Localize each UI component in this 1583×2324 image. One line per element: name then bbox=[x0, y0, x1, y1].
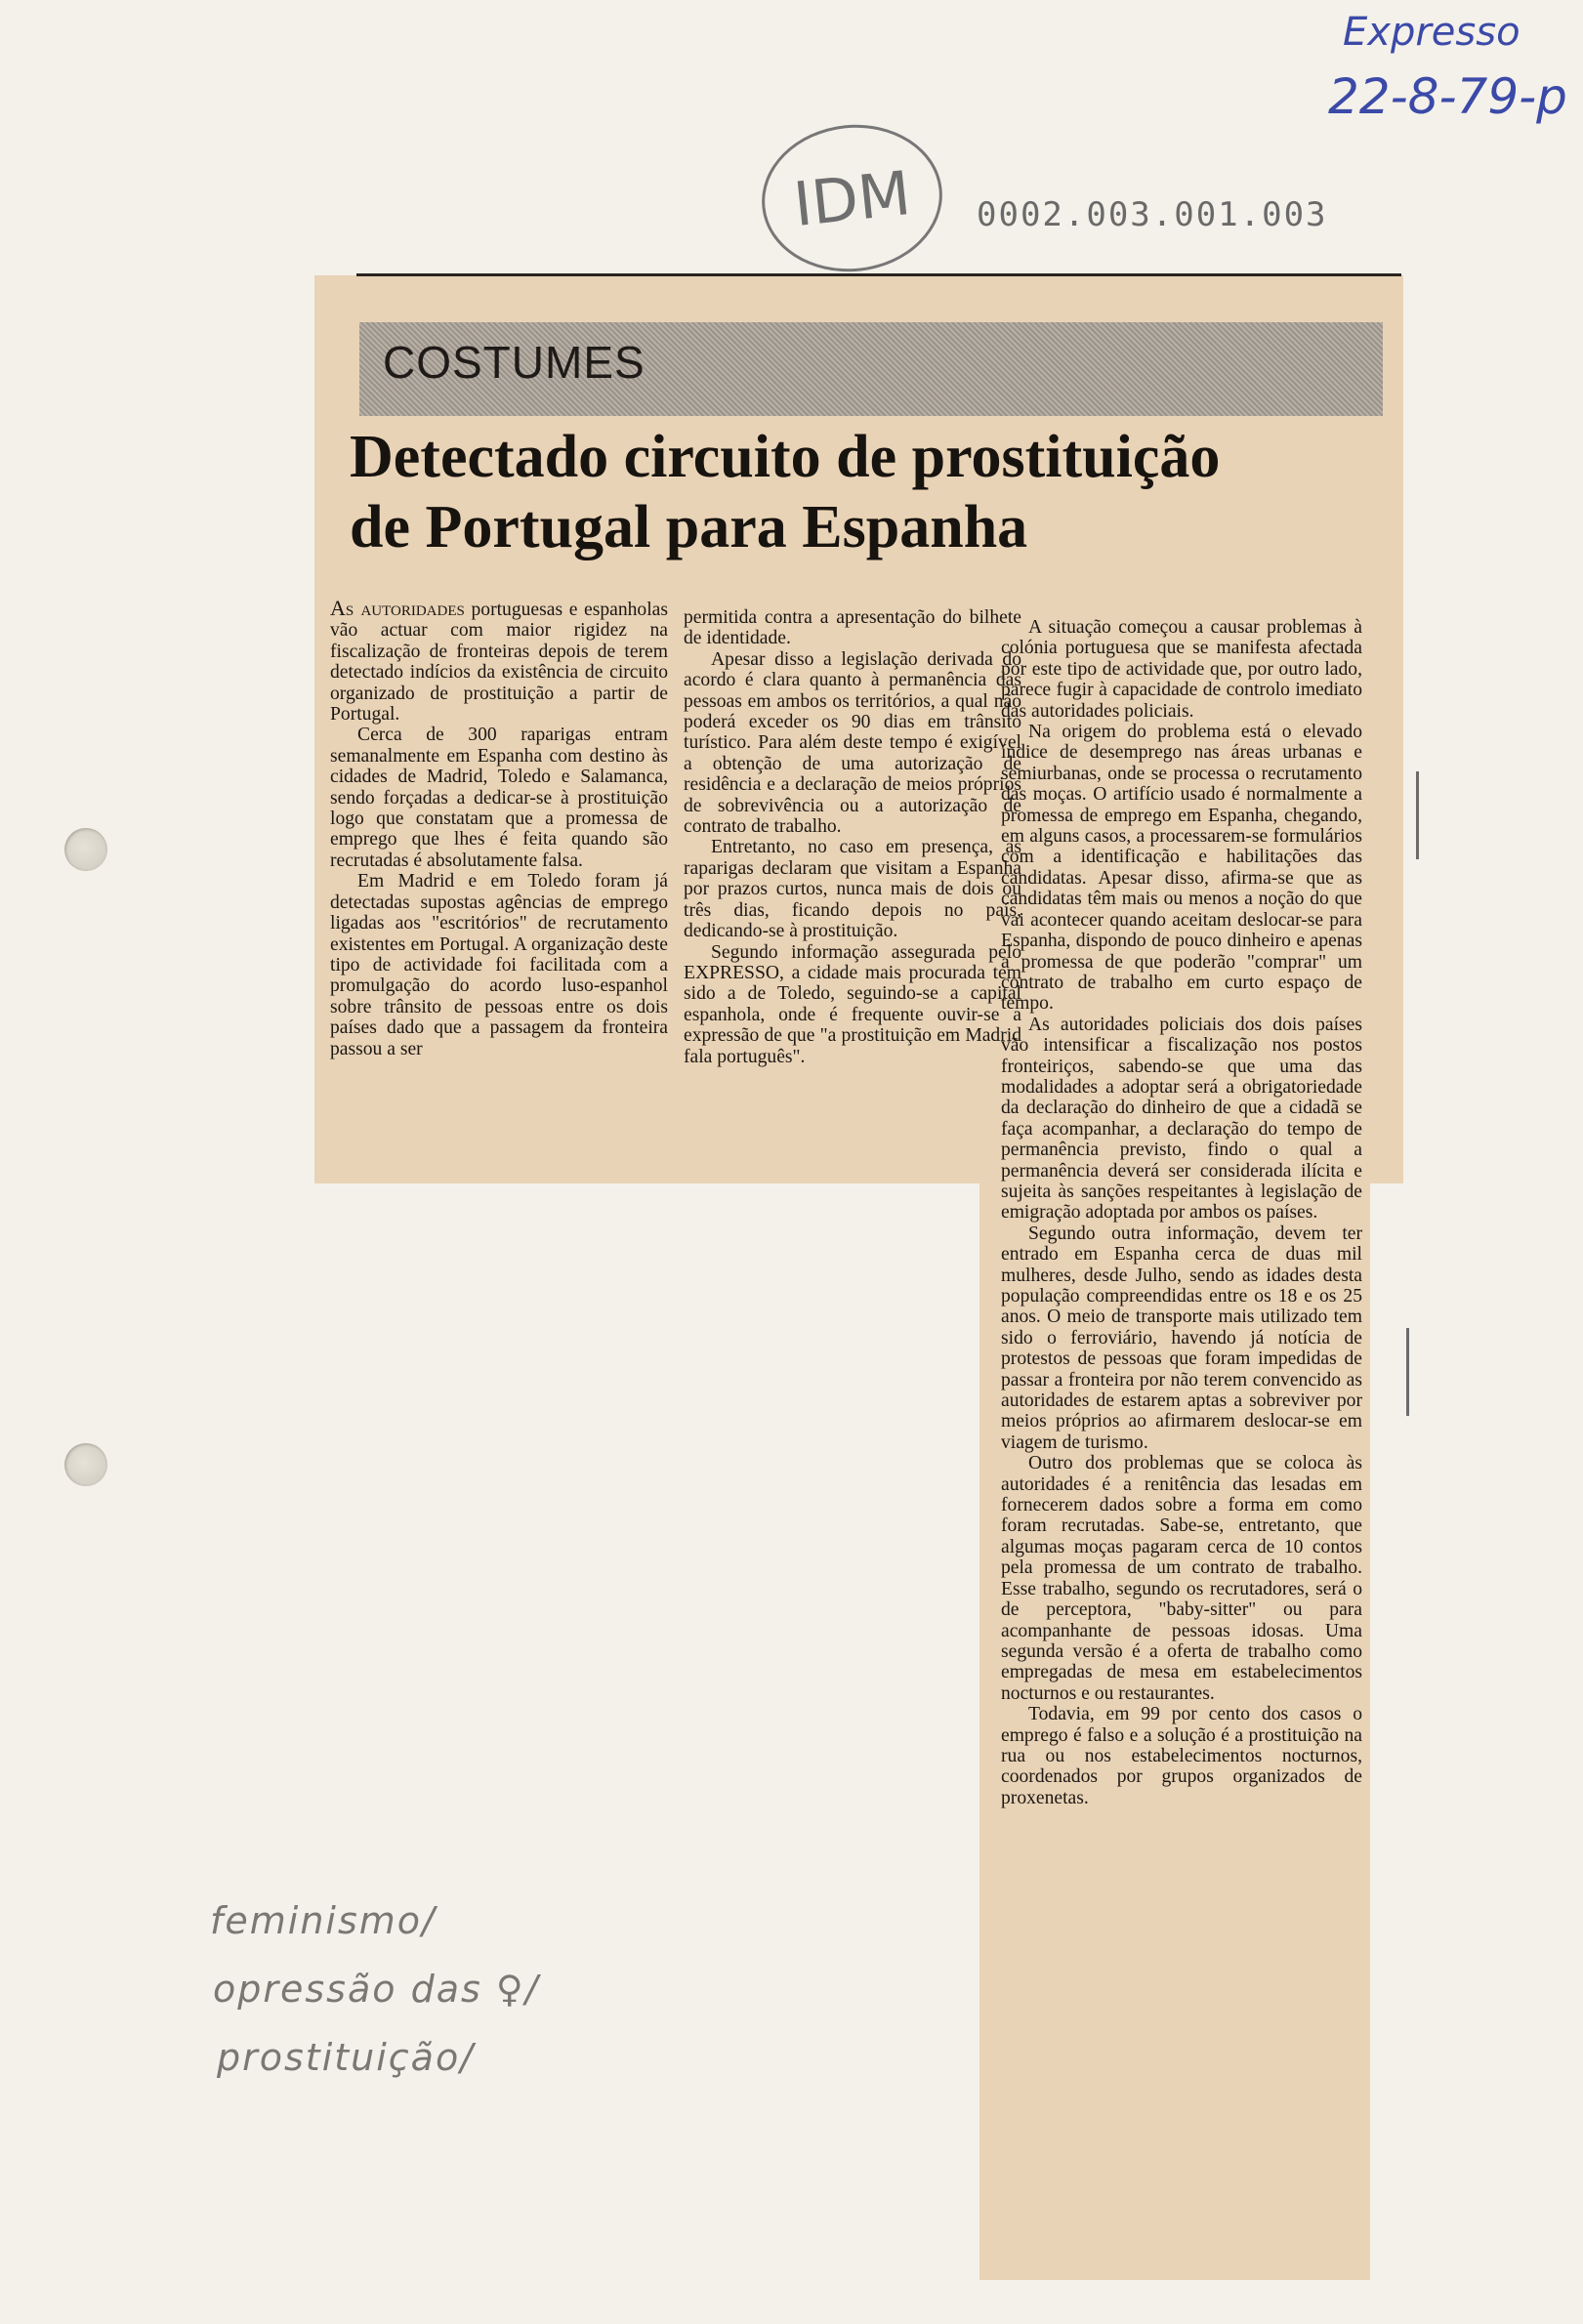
col1-paragraph-3: Em Madrid e em Toledo foram já detectadas supostas agências de emprego ligadas aos "escritórios" de recrutamento existentes em Portugal. A organização deste tipo de actividade foi facilitada com a promulgação do acordo luso-espanhol sobre trânsito de pessoas entre os dois países dado que a passagem da fronteira passou a ser bbox=[330, 871, 668, 1059]
col3-paragraph-5: Outro dos problemas que se coloca às autoridades é a renitência das lesadas em fornecerem dados sobre a forma em como foram recrutadas. Sabe-se, entretanto, que algumas moças pagaram cerca de 10 contos pela promessa de um contrato de trabalho. Esse trabalho, segundo os recrutadores, será o de perceptora, "baby-sitter" ou para acompanhante de pessoas idosas. Uma segunda versão é a oferta de trabalho como empregadas de mesa em estabelecimentos nocturnos e ou restaurantes. bbox=[1001, 1453, 1362, 1704]
col3-paragraph-1: A situação começou a causar problemas à colónia portuguesa que se manifesta afectada por este tipo de actividade que, por outro lado, parece fugir à capacidade de controlo imediato das autoridades policiais. bbox=[1001, 617, 1362, 722]
col2-paragraph-1: permitida contra a apresentação do bilhete de identidade. bbox=[684, 607, 1021, 649]
col1-paragraph-1 bbox=[330, 598, 668, 725]
article-column-3 bbox=[1001, 617, 1362, 1808]
col2-paragraph-4: Segundo informação assegurada pelo EXPRESSO, a cidade mais procurada tem sido a de Toledo, seguindo-se a capital espanhola, onde é frequente ouvir-se a expressão de que "a prostituição em Madrid fala português". bbox=[684, 941, 1021, 1067]
headline bbox=[350, 422, 1385, 562]
pencil-tick-1 bbox=[1416, 771, 1419, 859]
pencil-note-2: opressão das ♀/ bbox=[213, 1968, 540, 2011]
col1-paragraph-2: Cerca de 300 raparigas entram semanalmente em Espanha com destino às cidades de Madrid, Toledo e Salamanca, sendo forçadas a dedicar-se à prostituição logo que constatam que a promessa de emprego que lhes é feita quando são recrutadas é absolutamente falsa. bbox=[330, 725, 668, 871]
handwritten-date: 22-8-79-p bbox=[1328, 68, 1567, 125]
col1-p1-text: portuguesas e espanholas vão actuar com maior rigidez na fiscalização de fronteiras depois de terem detectado indícios da existência de circuito organizado de prostituição a partir de Portugal. bbox=[330, 600, 668, 726]
section-label: COSTUMES bbox=[383, 337, 646, 388]
col3-paragraph-3: As autoridades policiais dos dois países vão intensificar a fiscalização nos postos fronteiriços, sabendo-se que uma das modalidades a adoptar será a obrigatoriedade da declaração do dinheiro de que a cidadã se faça acompanhar, a declaração do tempo de permanência previsto, findo o qual a permanência deverá ser considerada ilícita e sujeita às sanções respeitantes à legislação de emigração adoptada por ambos os países. bbox=[1001, 1014, 1362, 1224]
handwritten-source: Expresso bbox=[1343, 10, 1521, 55]
article-column-2 bbox=[684, 607, 1021, 1067]
pencil-note-3: prostituição/ bbox=[217, 2036, 476, 2079]
col2-paragraph-2: Apesar disso a legislação derivada do acordo é clara quanto à permanência das pessoas em ambos os territórios, a qual não poderá exceder os 90 dias em trânsito turístico. Para além deste tempo é exigível a obtenção de uma autorização de residência e a declaração de meios próprios de sobrevivência ou a autorização de contrato de trabalho. bbox=[684, 648, 1021, 838]
section-banner bbox=[359, 322, 1383, 416]
article-column-1 bbox=[330, 598, 668, 1059]
binder-hole-top bbox=[64, 828, 107, 871]
archive-code: 0002.003.001.003 bbox=[977, 195, 1328, 234]
top-rule bbox=[356, 273, 1401, 276]
lead-in: As autoridades bbox=[330, 596, 465, 620]
pencil-tick-2 bbox=[1406, 1328, 1409, 1416]
headline-line-2: de Portugal para Espanha bbox=[350, 494, 1028, 560]
col3-paragraph-2: Na origem do problema está o elevado índice de desemprego nas áreas urbanas e semiurbanas, onde se processa o recrutamento das moças. O artifício usado é normalmente a promessa de emprego em Espanha, chegando, em alguns casos, a processarem-se formulários com a identificação e habilitações das candidatas. Apesar disso, afirma-se que as candidatas têm mais ou menos a noção do que vai acontecer quando aceitam deslocar-se para Espanha, dispondo de pouco dinheiro e apenas a promessa de que poderão "comprar" um contrato de trabalho em curto espaço de tempo. bbox=[1001, 722, 1362, 1015]
pencil-note-1: feminismo/ bbox=[210, 1899, 437, 1942]
col2-paragraph-3: Entretanto, no caso em presença, as raparigas declaram que visitam a Espanha por prazos curtos, nunca mais de dois ou três dias, ficando depois no país, dedicando-se à prostituição. bbox=[684, 837, 1021, 942]
col3-paragraph-4: Segundo outra informação, devem ter entrado em Espanha cerca de duas mil mulheres, desde Julho, sendo as idades desta população compreendidas entre os 18 e os 25 anos. O meio de transporte mais utilizado tem sido o ferroviário, havendo já notícia de protestos de pessoas que foram impedidas de passar a fronteira por não terem convencido as autoridades de estarem aptas a sobreviver por meios próprios ao afirmarem deslocar-se em viagem de turismo. bbox=[1001, 1223, 1362, 1453]
archive-stamp bbox=[755, 116, 950, 281]
headline-line-1: Detectado circuito de prostituição bbox=[350, 424, 1221, 490]
col3-paragraph-6: Todavia, em 99 por cento dos casos o emprego é falso e a solução é a prostituição na rua ou nos estabelecimentos nocturnos, coordenados por grupos organizados de proxenetas. bbox=[1001, 1704, 1362, 1808]
archive-stamp-mark: IDM bbox=[790, 156, 914, 240]
binder-hole-bottom bbox=[64, 1443, 107, 1486]
